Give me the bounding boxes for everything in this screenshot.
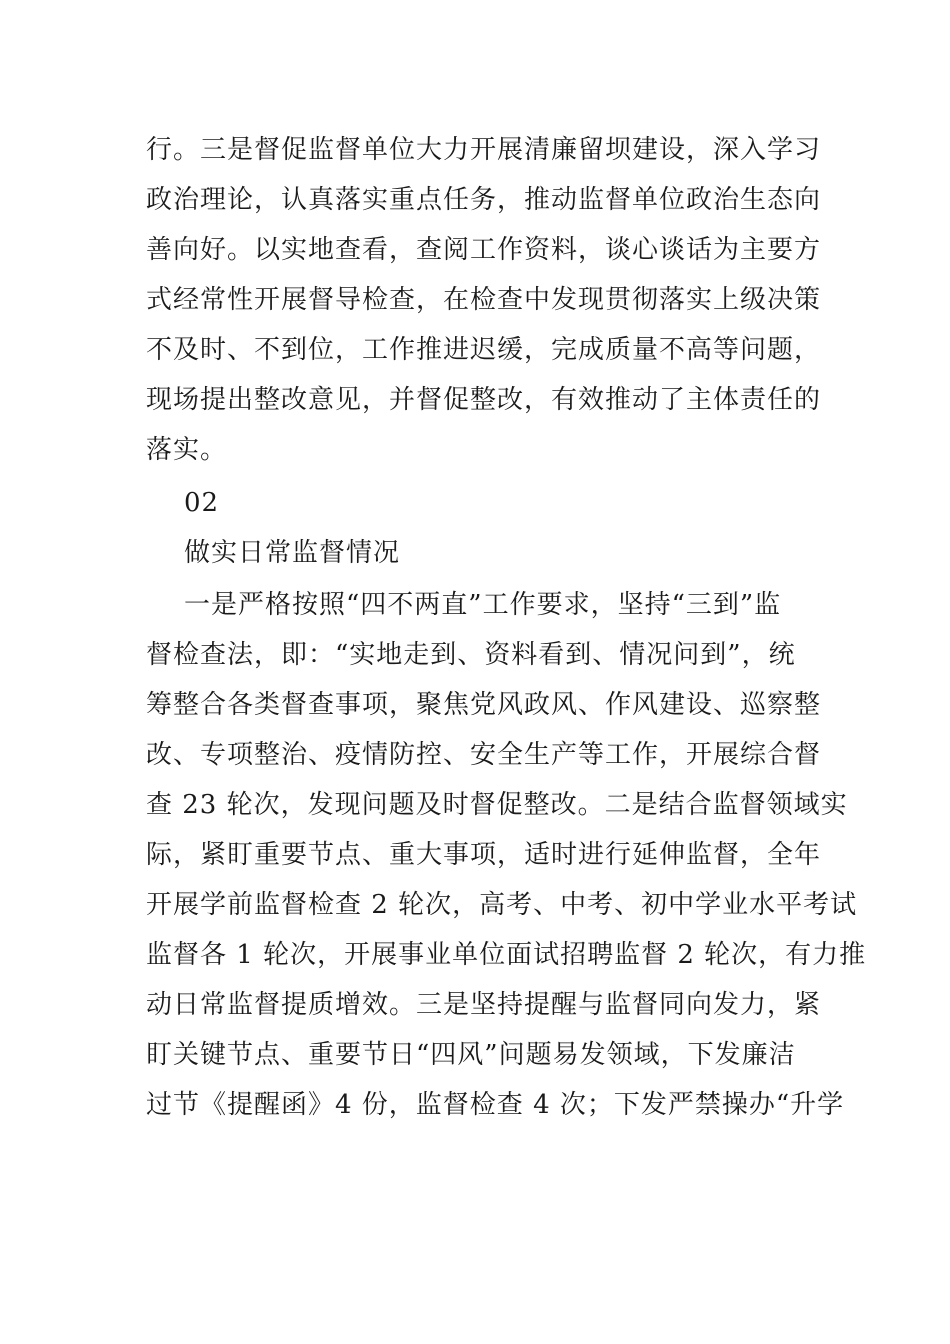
paragraph-line: 改、专项整治、疫情防控、安全生产等工作，开展综合督: [146, 740, 822, 770]
paragraph-line: 现场提出整改意见，并督促整改，有效推动了主体责任的: [146, 385, 822, 415]
paragraph-line: 查 23 轮次，发现问题及时督促整改。二是结合监督领域实: [146, 790, 848, 820]
paragraph-line: 动日常监督提质增效。三是坚持提醒与监督同向发力，紧: [146, 990, 822, 1020]
paragraph-line: 监督各 1 轮次，开展事业单位面试招聘监督 2 轮次，有力推: [146, 940, 867, 970]
paragraph-line: 式经常性开展督导检查，在检查中发现贯彻落实上级决策: [146, 285, 822, 315]
paragraph-line: 过节《提醒函》4 份，监督检查 4 次；下发严禁操办“升学: [146, 1090, 845, 1120]
paragraph-line: 落实。: [146, 435, 228, 465]
paragraph-line: 际，紧盯重要节点、重大事项，适时进行延伸监督，全年: [146, 840, 822, 870]
paragraph-line: 开展学前监督检查 2 轮次，高考、中考、初中学业水平考试: [146, 890, 858, 920]
paragraph-line: 盯关键节点、重要节日“四风”问题易发领域，下发廉洁: [146, 1040, 796, 1070]
section-heading: 做实日常监督情况: [184, 538, 401, 568]
paragraph-line: 督检查法，即：“实地走到、资料看到、情况问到”，统: [146, 640, 796, 670]
paragraph-line: 善向好。以实地查看，查阅工作资料，谈心谈话为主要方: [146, 235, 822, 265]
paragraph-line: 一是严格按照“四不两直”工作要求，坚持“三到”监: [184, 590, 782, 620]
paragraph-line: 行。三是督促监督单位大力开展清廉留坝建设，深入学习: [146, 135, 822, 165]
paragraph-line: 政治理论，认真落实重点任务，推动监督单位政治生态向: [146, 185, 822, 215]
paragraph-line: 不及时、不到位，工作推进迟缓，完成质量不高等问题，: [146, 335, 822, 365]
paragraph-line: 筹整合各类督查事项，聚焦党风政风、作风建设、巡察整: [146, 690, 822, 720]
section-number: 02: [184, 488, 220, 518]
